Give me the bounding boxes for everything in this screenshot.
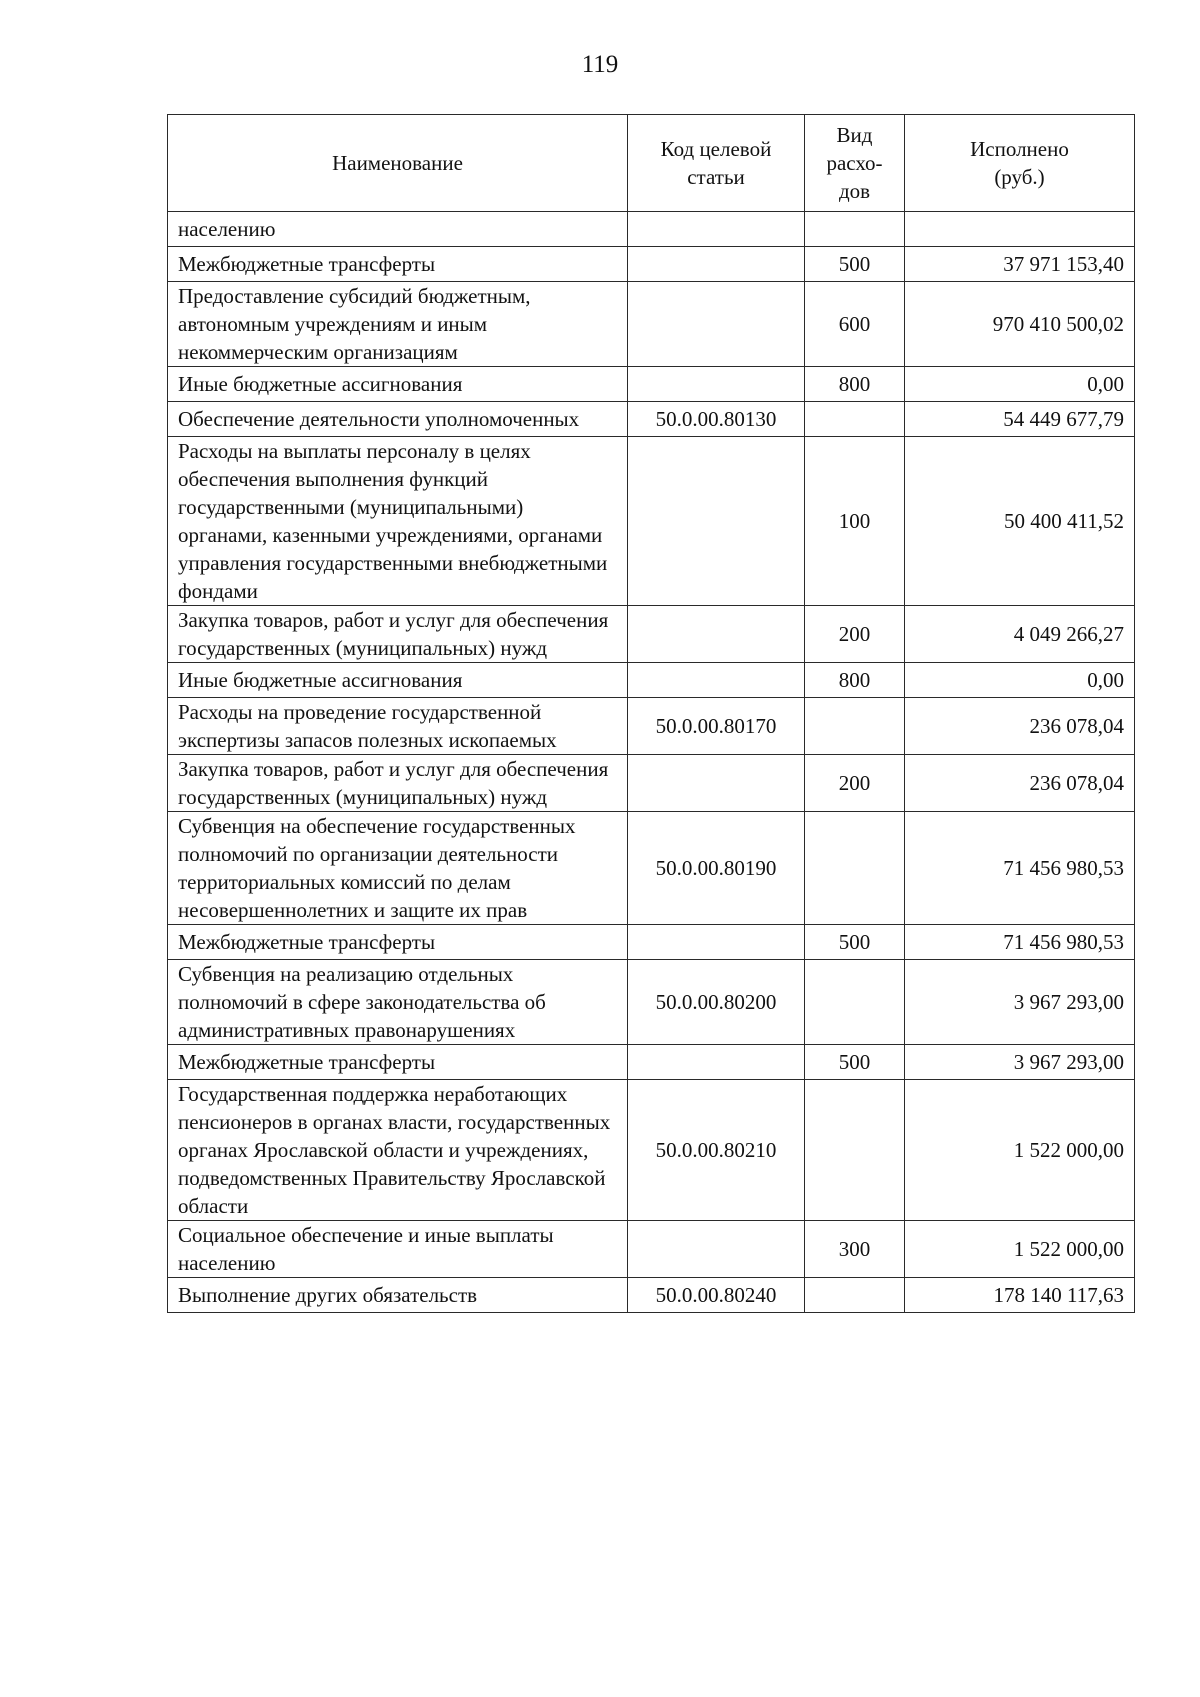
table-row bbox=[168, 755, 1135, 812]
row-amount: 4 049 266,27 bbox=[905, 606, 1135, 663]
table-row bbox=[168, 367, 1135, 402]
row-name: Межбюджетные трансферты bbox=[168, 925, 628, 960]
row-amount: 236 078,04 bbox=[905, 755, 1135, 812]
row-name: Закупка товаров, работ и услуг для обеспечения государственных (муниципальных) нужд bbox=[168, 755, 628, 812]
row-amount: 970 410 500,02 bbox=[905, 282, 1135, 367]
row-amount: 0,00 bbox=[905, 367, 1135, 402]
row-amount: 236 078,04 bbox=[905, 698, 1135, 755]
row-type bbox=[805, 1080, 905, 1221]
row-amount: 71 456 980,53 bbox=[905, 812, 1135, 925]
row-name: Предоставление субсидий бюджетным, автономным учреждениям и иным некоммерческим организациям bbox=[168, 282, 628, 367]
table-row bbox=[168, 925, 1135, 960]
row-amount: 71 456 980,53 bbox=[905, 925, 1135, 960]
row-code bbox=[628, 1045, 805, 1080]
header-type-label: Вид расхо-дов bbox=[826, 123, 883, 203]
row-type: 200 bbox=[805, 755, 905, 812]
row-type bbox=[805, 960, 905, 1045]
row-name: Закупка товаров, работ и услуг для обеспечения государственных (муниципальных) нужд bbox=[168, 606, 628, 663]
header-code bbox=[628, 115, 805, 212]
row-code: 50.0.00.80130 bbox=[628, 402, 805, 437]
row-type bbox=[805, 812, 905, 925]
row-name: Иные бюджетные ассигнования bbox=[168, 663, 628, 698]
row-name: Государственная поддержка неработающих пенсионеров в органах власти, государственных органах Ярославской области и учреждениях, подведомственных Правительству Ярославской области bbox=[168, 1080, 628, 1221]
row-name: Социальное обеспечение и иные выплаты населению bbox=[168, 1221, 628, 1278]
table-row bbox=[168, 1221, 1135, 1278]
row-type bbox=[805, 212, 905, 247]
table-row bbox=[168, 282, 1135, 367]
row-amount: 3 967 293,00 bbox=[905, 1045, 1135, 1080]
row-code bbox=[628, 282, 805, 367]
budget-table bbox=[167, 114, 1135, 1313]
row-name: Субвенция на реализацию отдельных полномочий в сфере законодательства об административных правонарушениях bbox=[168, 960, 628, 1045]
row-code bbox=[628, 1221, 805, 1278]
row-code: 50.0.00.80190 bbox=[628, 812, 805, 925]
table-row bbox=[168, 212, 1135, 247]
row-name: Обеспечение деятельности уполномоченных bbox=[168, 402, 628, 437]
row-name: Расходы на проведение государственной экспертизы запасов полезных ископаемых bbox=[168, 698, 628, 755]
table-row bbox=[168, 247, 1135, 282]
row-amount: 37 971 153,40 bbox=[905, 247, 1135, 282]
row-type: 600 bbox=[805, 282, 905, 367]
row-name: Выполнение других обязательств bbox=[168, 1278, 628, 1313]
table-row bbox=[168, 663, 1135, 698]
row-code bbox=[628, 663, 805, 698]
row-type: 500 bbox=[805, 925, 905, 960]
table-row bbox=[168, 1278, 1135, 1313]
row-code bbox=[628, 755, 805, 812]
row-type: 800 bbox=[805, 367, 905, 402]
row-amount: 50 400 411,52 bbox=[905, 437, 1135, 606]
row-code: 50.0.00.80170 bbox=[628, 698, 805, 755]
row-amount: 1 522 000,00 bbox=[905, 1221, 1135, 1278]
row-code bbox=[628, 367, 805, 402]
row-type bbox=[805, 698, 905, 755]
row-name: населению bbox=[168, 212, 628, 247]
row-amount: 0,00 bbox=[905, 663, 1135, 698]
row-amount: 178 140 117,63 bbox=[905, 1278, 1135, 1313]
row-type: 800 bbox=[805, 663, 905, 698]
row-code bbox=[628, 247, 805, 282]
row-type: 200 bbox=[805, 606, 905, 663]
header-amount-label: Исполнено (руб.) bbox=[970, 137, 1069, 189]
row-name: Расходы на выплаты персоналу в целях обеспечения выполнения функций государственными (муниципальными) органами, казенными учреждениями, органами управления государственными внебюджетными фондами bbox=[168, 437, 628, 606]
header-type bbox=[805, 115, 905, 212]
header-code-label: Код целевой статьи bbox=[660, 137, 772, 189]
row-code bbox=[628, 606, 805, 663]
table-header-row bbox=[168, 115, 1135, 212]
row-code bbox=[628, 925, 805, 960]
row-type bbox=[805, 1278, 905, 1313]
row-type: 500 bbox=[805, 247, 905, 282]
header-name-label: Наименование bbox=[332, 151, 463, 175]
table-row bbox=[168, 1045, 1135, 1080]
row-code: 50.0.00.80210 bbox=[628, 1080, 805, 1221]
row-name: Субвенция на обеспечение государственных полномочий по организации деятельности территориальных комиссий по делам несовершеннолетних и защите их прав bbox=[168, 812, 628, 925]
row-name: Межбюджетные трансферты bbox=[168, 247, 628, 282]
row-code bbox=[628, 212, 805, 247]
row-amount bbox=[905, 212, 1135, 247]
row-amount: 54 449 677,79 bbox=[905, 402, 1135, 437]
row-amount: 3 967 293,00 bbox=[905, 960, 1135, 1045]
table-row bbox=[168, 698, 1135, 755]
row-code: 50.0.00.80200 bbox=[628, 960, 805, 1045]
header-name bbox=[168, 115, 628, 212]
page-number: 119 bbox=[581, 51, 619, 78]
row-name: Иные бюджетные ассигнования bbox=[168, 367, 628, 402]
row-type: 500 bbox=[805, 1045, 905, 1080]
row-type: 300 bbox=[805, 1221, 905, 1278]
row-code: 50.0.00.80240 bbox=[628, 1278, 805, 1313]
table-row bbox=[168, 606, 1135, 663]
table-body bbox=[168, 212, 1135, 1313]
header-amount bbox=[905, 115, 1135, 212]
table-row bbox=[168, 402, 1135, 437]
table-row bbox=[168, 437, 1135, 606]
table-row bbox=[168, 960, 1135, 1045]
row-amount: 1 522 000,00 bbox=[905, 1080, 1135, 1221]
table-row bbox=[168, 812, 1135, 925]
row-type: 100 bbox=[805, 437, 905, 606]
row-type bbox=[805, 402, 905, 437]
row-code bbox=[628, 437, 805, 606]
table-row bbox=[168, 1080, 1135, 1221]
row-name: Межбюджетные трансферты bbox=[168, 1045, 628, 1080]
